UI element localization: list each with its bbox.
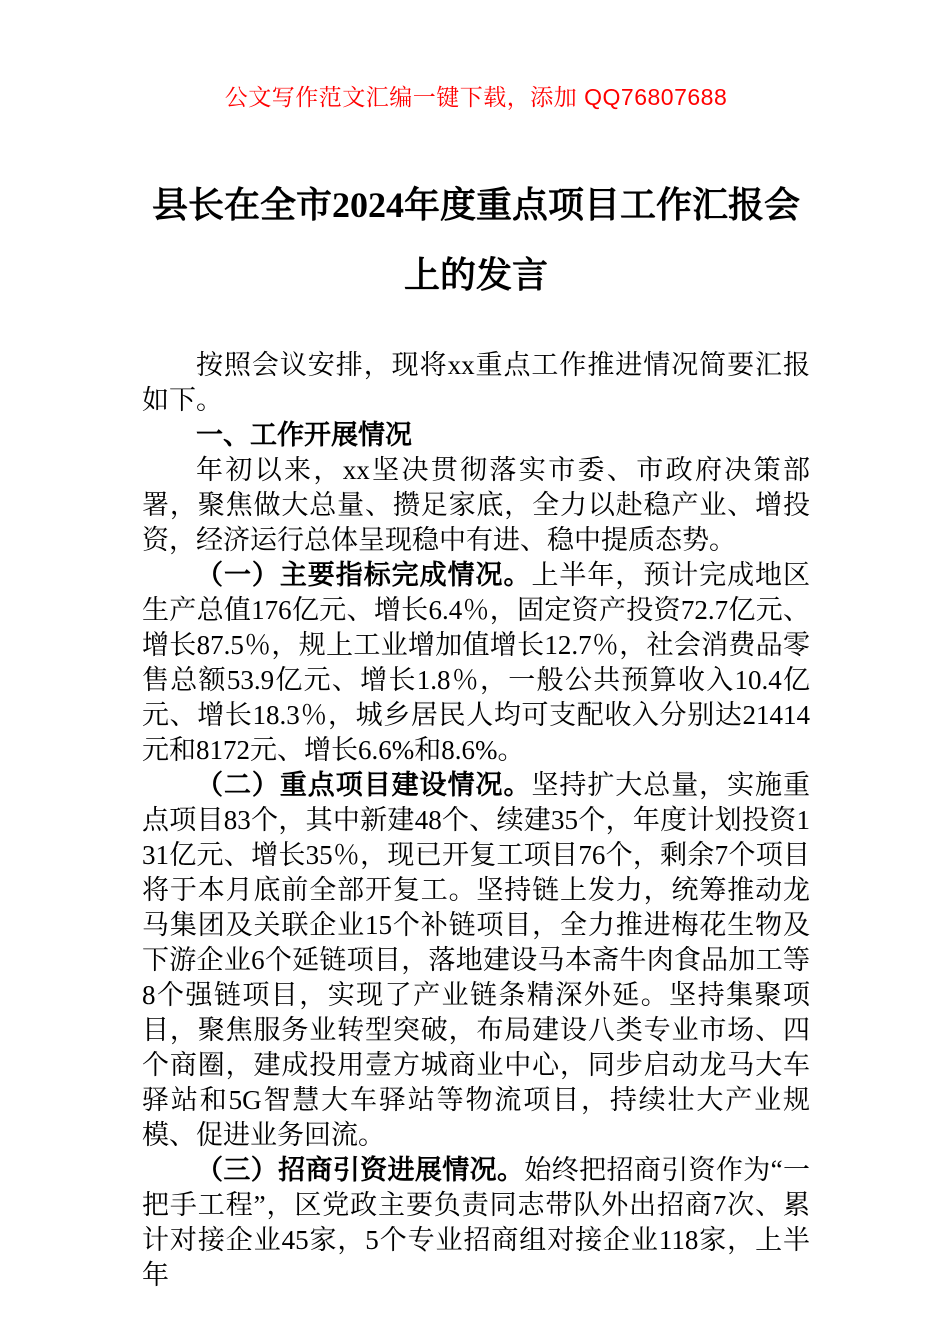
paragraph-heading-run: （一）主要指标完成情况。 — [196, 560, 532, 590]
body-paragraph — [142, 453, 810, 558]
promo-banner: 公文写作范文汇编一键下载，添加 QQ76807688 — [224, 84, 728, 110]
body-paragraph — [142, 558, 810, 768]
paragraph-text-run: 始终把招商引资作为“一把手工程”，区党政主要负责同志带队外出招商7次、累计对接企业45家，5个专业招商组对接企业118家，上半年 — [142, 1155, 811, 1290]
document-body — [142, 348, 810, 1293]
body-paragraph — [142, 1153, 810, 1293]
paragraph-text-run: 年初以来，xx坚决贯彻落实市委、市政府决策部署，聚焦做大总量、攒足家底，全力以赴稳产业、增投资，经济运行总体呈现稳中有进、稳中提质态势。 — [142, 455, 810, 555]
document-title: 县长在全市2024年度重点项目工作汇报会上的发言 — [151, 185, 800, 295]
body-paragraph — [142, 768, 810, 1153]
paragraph-text-run: 按照会议安排，现将xx重点工作推进情况简要汇报如下。 — [142, 350, 810, 415]
paragraph-heading-run: （二）重点项目建设情况。 — [196, 770, 532, 800]
body-paragraph — [142, 418, 810, 453]
paragraph-text-run: 上半年，预计完成地区生产总值176亿元、增长6.4％，固定资产投资72.7亿元、增长87.5％，规上工业增加值增长12.7％，社会消费品零售总额53.9亿元、增长1.8％，一般公共预算收入10.4亿元、增长18.3％，城乡居民人均可支配收入分别达21414元和8172元、增长6.6%和8.6%。 — [142, 560, 811, 765]
paragraph-heading-run: （三）招商引资进展情况。 — [196, 1155, 525, 1185]
paragraph-text-run: 坚持扩大总量，实施重点项目83个，其中新建48个、续建35个，年度计划投资131亿元、增长35％，现已开复工项目76个，剩余7个项目将于本月底前全部开复工。坚持链上发力，统筹推动龙马集团及关联企业15个补链项目，全力推进梅花生物及下游企业6个延链项目，落地建设马本斋牛肉食品加工等8个强链项目，实现了产业链条精深外延。坚持集聚项目，聚焦服务业转型突破，布局建设八类专业市场、四个商圈，建成投用壹方城商业中心，同步启动龙马大车驿站和5G智慧大车驿站等物流项目，持续壮大产业规模、促进业务回流。 — [142, 770, 811, 1150]
body-paragraph — [142, 348, 810, 418]
paragraph-heading-run: 一、工作开展情况 — [196, 420, 412, 450]
